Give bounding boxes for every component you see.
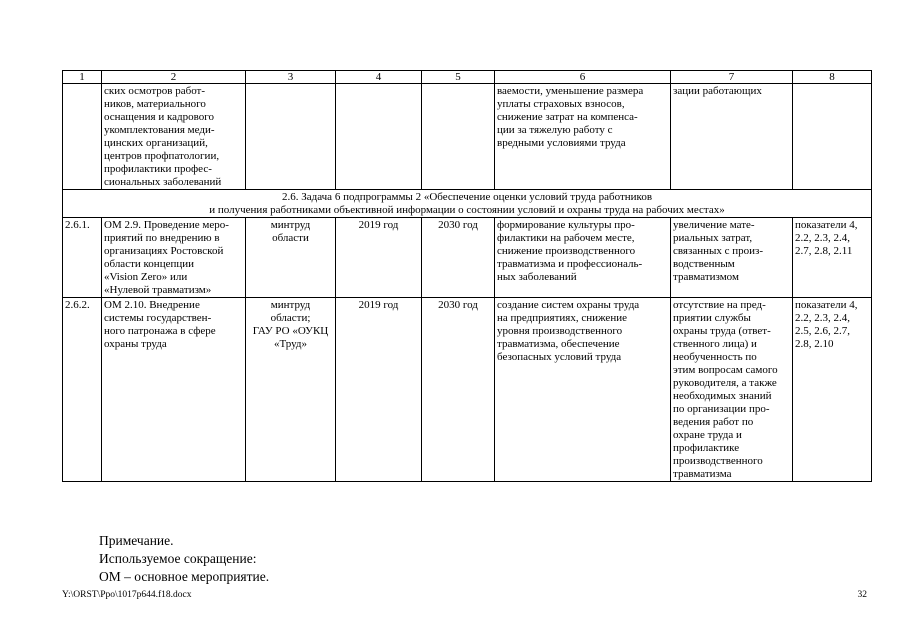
cell-line: ваемости, уменьшение размера [497, 85, 644, 97]
cell-name [102, 218, 246, 298]
note-abbrev-heading: Используемое сокращение: [99, 551, 257, 566]
cell-line: безопасных условий труда [497, 351, 622, 363]
cell-line: ников, материального [104, 98, 206, 110]
cell-line: снижение затрат на компенса- [497, 111, 638, 123]
cell-line: ских осмотров работ- [104, 85, 206, 97]
cell-executor [246, 84, 336, 190]
cell-result [495, 298, 671, 482]
cell-line: «Нулевой травматизм» [104, 284, 212, 296]
cell-name [102, 298, 246, 482]
cell-line: необходимых знаний [673, 390, 772, 402]
cell-executor [246, 298, 336, 482]
cell-line: организациях Ростовской [104, 245, 224, 257]
cell-num: 2.6.1. [63, 218, 102, 298]
cell-line: профилактики профес- [104, 163, 212, 175]
cell-line: ГАУ РО «ОУКЦ [252, 325, 329, 337]
cell-line: «Vision Zero» или [104, 271, 188, 283]
cell-line: минтруд [270, 299, 311, 311]
header-row [63, 71, 872, 84]
cell-line: охраны труда (ответ- [673, 325, 771, 337]
note-abbrev: ОМ – основное мероприятие. [99, 569, 270, 584]
cell-line: филактики на рабочем месте, [497, 232, 635, 244]
header-cell: 4 [336, 71, 422, 84]
cell-line: ных заболеваний [497, 271, 577, 283]
measures-table [62, 70, 872, 482]
header-cell: 6 [495, 71, 671, 84]
cell-line: производственного [673, 455, 763, 467]
cell-line: охраны труда [104, 338, 167, 350]
header-cell: 7 [671, 71, 793, 84]
cell-line: 2.2, 2.3, 2.4, [795, 312, 850, 324]
header-cell: 8 [793, 71, 872, 84]
cell-line: уровня производственного [497, 325, 623, 337]
cell-line: по организации про- [673, 403, 770, 415]
cell-line: охране труда и [673, 429, 742, 441]
cell-line: области; [270, 312, 311, 324]
cell-line: профилактике [673, 442, 740, 454]
cell-line: этим вопросам самого [673, 364, 778, 376]
cell-executor [246, 218, 336, 298]
cell-line: сиональных заболеваний [104, 176, 222, 188]
cell-line: 2.7, 2.8, 2.11 [795, 245, 853, 257]
cell-line: риальных затрат, [673, 232, 753, 244]
cell-consequences [671, 298, 793, 482]
cell-end: 2030 год [422, 298, 495, 482]
cell-result [495, 218, 671, 298]
cell-line: ственного лица) и [673, 338, 757, 350]
cell-line: цинских организаций, [104, 137, 208, 149]
cell-line: и получения работниками объективной информации о состоянии условий и охраны труда на рабочих местах» [209, 204, 725, 216]
header-cell: 3 [246, 71, 336, 84]
cell-line: травматизмом [673, 271, 739, 283]
table-row [63, 84, 872, 190]
section-row [63, 190, 872, 218]
cell-line: оснащения и кадрового [104, 111, 215, 123]
cell-line: травматизма, обеспечение [497, 338, 620, 350]
cell-line: снижение производственного [497, 245, 636, 257]
cell-line: водственным [673, 258, 735, 270]
table-row [63, 218, 872, 298]
cell-line: ведения работ по [673, 416, 754, 428]
cell-line: увеличение мате- [673, 219, 755, 231]
cell-num: 2.6.2. [63, 298, 102, 482]
cell-line: отсутствие на пред- [673, 299, 766, 311]
cell-line: системы государствен- [104, 312, 212, 324]
cell-line: области концепции [104, 258, 195, 270]
cell-line: показатели 4, [795, 299, 858, 311]
cell-start: 2019 год [336, 218, 422, 298]
cell-line: центров профпатологии, [104, 150, 220, 162]
cell-line: 2.2, 2.3, 2.4, [795, 232, 850, 244]
cell-line: уплаты страховых взносов, [497, 98, 625, 110]
cell-num [63, 84, 102, 190]
cell-line: руководителя, а также [673, 377, 777, 389]
cell-line: «Труд» [273, 338, 308, 350]
cell-start: 2019 год [336, 298, 422, 482]
cell-line: ции за тяжелую работу с [497, 124, 613, 136]
cell-indicators [793, 298, 872, 482]
cell-line: связанных с произ- [673, 245, 764, 257]
page-number: 32 [857, 590, 867, 600]
cell-line: ОМ 2.9. Проведение меро- [104, 219, 229, 231]
cell-line: минтруд [270, 219, 311, 231]
cell-line: приятий по внедрению в [104, 232, 220, 244]
notes [99, 532, 269, 586]
cell-line: 2.8, 2.10 [795, 338, 834, 350]
header-cell: 2 [102, 71, 246, 84]
header-cell: 1 [63, 71, 102, 84]
cell-line: формирование культуры про- [497, 219, 635, 231]
cell-end [422, 84, 495, 190]
cell-line: ОМ 2.10. Внедрение [104, 299, 200, 311]
cell-result [495, 84, 671, 190]
cell-name [102, 84, 246, 190]
cell-line: ного патронажа в сфере [104, 325, 216, 337]
table-row [63, 298, 872, 482]
cell-line: травматизма и профессиональ- [497, 258, 643, 270]
cell-line: 2.6. Задача 6 подпрограммы 2 «Обеспечение оценки условий труда работников [281, 191, 653, 203]
cell-line: на предприятиях, снижение [497, 312, 627, 324]
cell-consequences [671, 218, 793, 298]
cell-line: области [272, 232, 309, 244]
cell-indicators [793, 218, 872, 298]
note-title: Примечание. [99, 533, 174, 548]
cell-line: необученность по [673, 351, 757, 363]
cell-line: укомплектования меди- [104, 124, 215, 136]
cell-line: приятии службы [673, 312, 751, 324]
cell-line: вредными условиями труда [497, 137, 626, 149]
cell-start [336, 84, 422, 190]
cell-line: создание систем охраны труда [497, 299, 640, 311]
cell-line: показатели 4, [795, 219, 858, 231]
cell-line: травматизма [673, 468, 732, 480]
cell-line: зации работающих [673, 85, 762, 97]
cell-line: 2.5, 2.6, 2.7, [795, 325, 850, 337]
section-title [63, 190, 872, 218]
file-path: Y:\ORST\Ppo\1017p644.f18.docx [62, 590, 192, 600]
cell-indicators [793, 84, 872, 190]
cell-consequences [671, 84, 793, 190]
cell-end: 2030 год [422, 218, 495, 298]
header-cell: 5 [422, 71, 495, 84]
